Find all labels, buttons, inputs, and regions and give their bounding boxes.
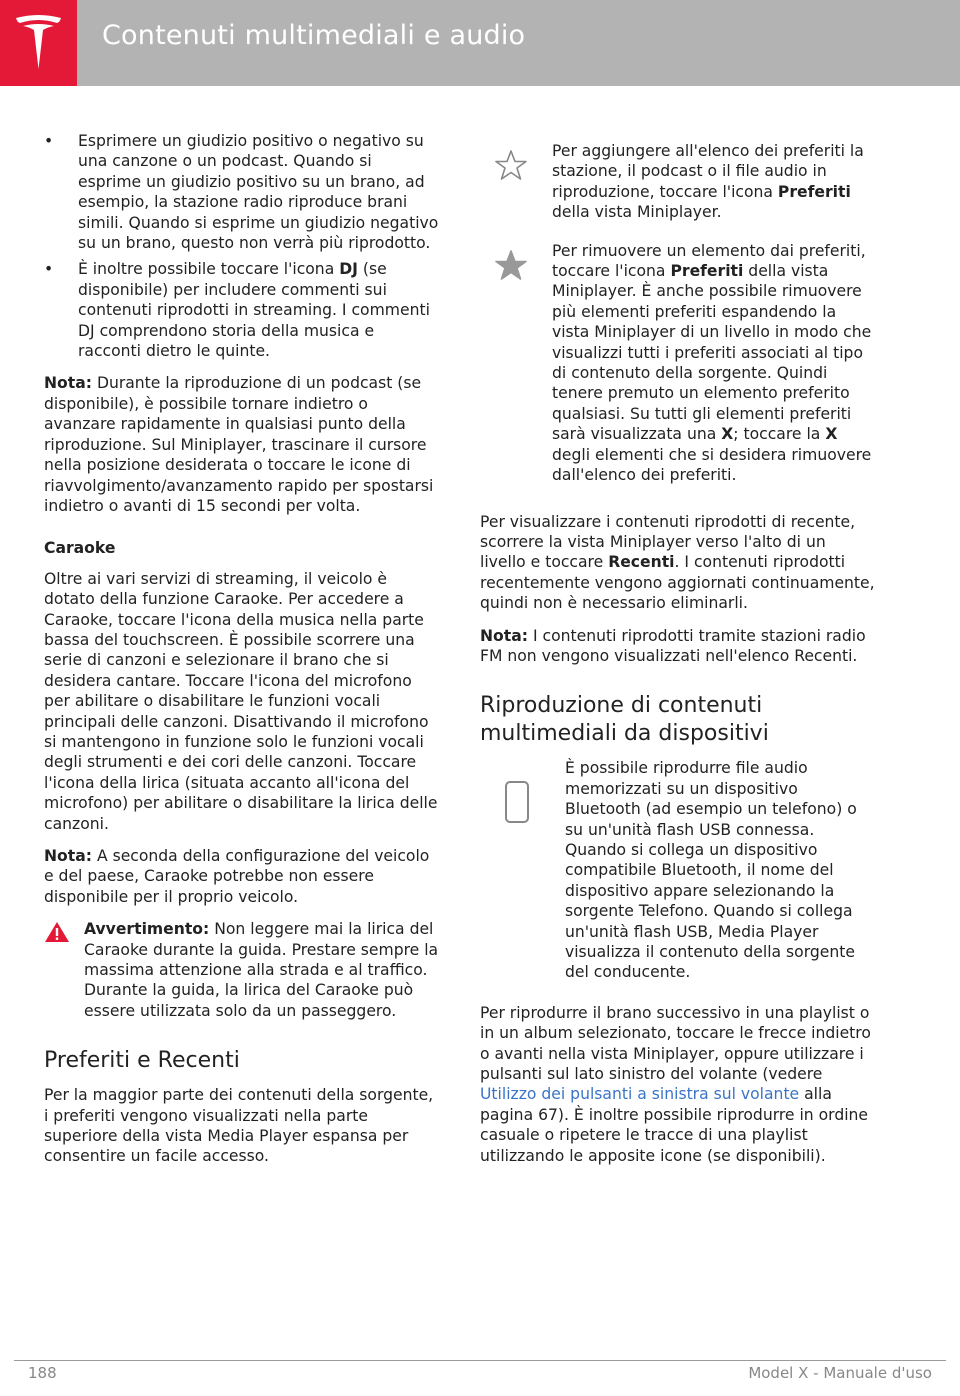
devices-heading: Riproduzione di contenuti multimediali da dispositivi	[480, 693, 769, 747]
right-column	[480, 141, 875, 1178]
caraoke-heading: Caraoke	[44, 539, 116, 558]
favorites-body: Per la maggior parte dei contenuti della sorgente, i preferiti vengono visualizzati nella parte superiore della vista Media Player espansa per consentire un facile accesso.	[44, 1086, 434, 1166]
bullet-list	[44, 131, 439, 361]
favorites-heading: Preferiti e Recenti	[44, 1048, 240, 1074]
phone-icon	[504, 780, 530, 824]
star-filled-icon	[494, 249, 528, 281]
star-outline-icon	[494, 149, 528, 181]
page-title: Contenuti multimediali e audio	[102, 20, 526, 51]
add-favorite-row: Per aggiungere all'elenco dei preferiti la stazione, il podcast o il file audio in riproduzione, toccare l'icona Preferiti della vista Miniplayer.	[480, 141, 875, 223]
remove-favorite-row: Per rimuovere un elemento dai preferiti, toccare l'icona Preferiti della vista Miniplayer. È anche possibile rimuovere più elementi preferiti espandendo la vista Miniplayer di un livello in modo che visualizzi tutti i preferiti associati al tipo di contenuto della sorgente. Quindi tenere premuto un elemento preferito qualsiasi. Su tutti gli elementi preferiti sarà visualizzata una X; toccare la X degli elementi che si desidera rimuovere dall'elenco dei preferiti.	[480, 241, 875, 486]
warning-icon	[44, 921, 70, 943]
tesla-logo	[0, 0, 77, 86]
footer-divider	[14, 1360, 946, 1361]
left-column	[44, 131, 439, 1179]
tesla-logo-icon	[14, 14, 63, 72]
devices-row: È possibile riprodurre file audio memorizzati su un dispositivo Bluetooth (ad esempio un telefono) o su un'unità flash USB connessa. Quando si collega un dispositivo compatibile Bluetooth, il nome del dispositivo appare selezionando la sorgente Telefono. Quando si collega un'unità flash USB, Media Player visualizza il contenuto della sorgente del conducente.	[480, 758, 875, 982]
next-track-body: Per riprodurre il brano successivo in una playlist o in un album selezionato, toccare le frecce indietro o avanti nella vista Miniplayer, oppure utilizzare i pulsanti sul lato sinistro del volante (vedere Utilizzo dei pulsanti a sinistra sul volante alla pagina 67). È inoltre possibile riprodurre in ordine casuale o ripetere le tracce di una playlist utilizzando le apposite icone (se disponibili).	[480, 1003, 871, 1165]
caraoke-body: Oltre ai vari servizi di streaming, il veicolo è dotato della funzione Caraoke. Per accedere a Caraoke, toccare l'icona della musica nella parte bassa del touchscreen. È possibile scorrere una serie di canzoni e selezionare il brano che si desidera cantare. Toccare l'icona del microfono per abilitare o disabilitare le funzioni vocali principali delle canzoni. Disattivando il microfono si mantengono in funzione solo le funzioni vocali degli strumenti e dei cori delle canzoni. Toccare l'icona della lirica (situata accanto all'icona del microfono) per abilitare o disabilitare la lirica delle canzoni.	[44, 569, 438, 833]
note-caraoke: Nota: A seconda della configurazione del veicolo e del paese, Caraoke potrebbe non essere disponibile per il proprio veicolo.	[44, 847, 430, 906]
warning-caraoke: Avvertimento: Non leggere mai la lirica del Caraoke durante la guida. Prestare sempre la massima attenzione alla strada e al traffico. Durante la guida, la lirica del Caraoke può essere utilizzata solo da un passeggero.	[44, 919, 439, 1021]
page-header	[0, 0, 960, 86]
steering-buttons-link[interactable]: Utilizzo dei pulsanti a sinistra sul volante	[480, 1085, 800, 1104]
list-item: • È inoltre possibile toccare l'icona DJ (se disponibile) per includere commenti sui contenuti riprodotti in streaming. I commenti DJ comprendono storia della musica e racconti dietro le quinte.	[44, 260, 430, 361]
page-number: 188	[28, 1364, 57, 1382]
note-podcast: Nota: Durante la riproduzione di un podcast (se disponibile), è possibile tornare indietro o avanzare rapidamente in qualsiasi punto della riproduzione. Sul Miniplayer, trascinare il cursore nella posizione desiderata o toccare le icone di riavvolgimento/avanzamento rapido per spostarsi indietro o avanti di 15 secondi per volta.	[44, 374, 434, 515]
note-recent: Nota: I contenuti riprodotti tramite stazioni radio FM non vengono visualizzati nell'elenco Recenti.	[480, 626, 866, 665]
recent-body: Per visualizzare i contenuti riprodotti di recente, scorrere la vista Miniplayer verso l'alto di un livello e toccare Recenti. I contenuti riprodotti recentemente vengono aggiornati continuamente, quindi non è necessario eliminarli.	[480, 512, 875, 613]
manual-title: Model X - Manuale d'uso	[748, 1364, 932, 1382]
list-item: • Esprimere un giudizio positivo o negativo su una canzone o un podcast. Quando si esprime un giudizio positivo su un brano, ad esempio, la stazione radio riproduce brani simili. Quando si esprime un giudizio negativo su un brano, questo non verrà più riprodotto.	[44, 132, 439, 253]
